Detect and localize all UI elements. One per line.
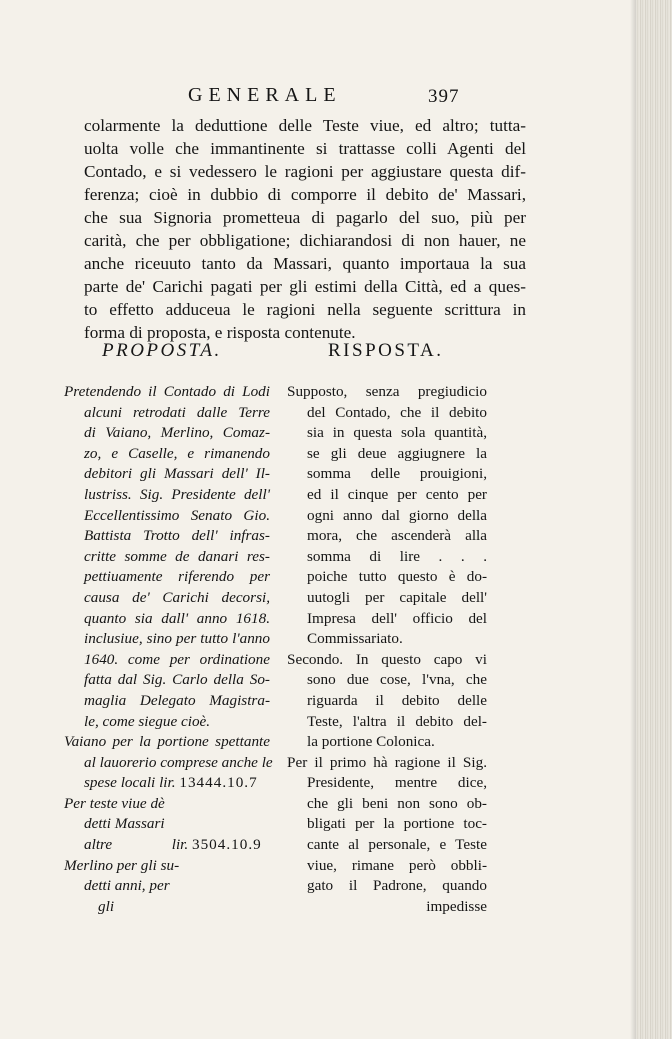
risposta-line: ed il cinque per cento per <box>307 485 487 503</box>
body-paragraph <box>84 114 526 344</box>
risposta-line: Impresa dell' officio del <box>307 609 487 627</box>
risposta-line: sia in questa sola quantità, <box>307 424 487 442</box>
risposta-line: che gli beni non sono ob- <box>307 794 487 812</box>
proposta-line: detti Massari <box>84 815 165 833</box>
risposta-line: Teste, l'altra il debito del- <box>307 712 487 730</box>
lir-label: lir. <box>159 774 176 792</box>
risposta-column <box>287 382 487 917</box>
proposta-line: quanto sia dall' anno 1618. <box>84 609 270 627</box>
proposta-line: alcuni retrodati dalle Terre <box>84 403 270 421</box>
risposta-heading: RISPOSTA. <box>328 340 444 361</box>
proposta-line: di Vaiano, Merlino, Comaz- <box>84 424 270 442</box>
body-line: to effetto adduceua le ragioni nella seguente scrittura in <box>84 300 526 319</box>
risposta-line: impedisse <box>426 897 487 915</box>
proposta-line: le, come siegue cioè. <box>84 712 211 730</box>
proposta-line: 1640. come per ordinatione <box>84 650 270 668</box>
risposta-line: Supposto, senza pregiudicio <box>287 383 487 400</box>
body-line: che sua Signoria prometteua di pagarlo del suo, più per <box>84 208 526 227</box>
proposta-line: Battista Trotto dell' infras- <box>84 527 270 545</box>
proposta-line: critte somme de danari res- <box>84 547 270 565</box>
risposta-line: mora, che ascenderà alla <box>307 527 487 545</box>
proposta-line: al lauorerio comprese anche le <box>84 753 273 771</box>
body-line: forma di proposta, e risposta contenute. <box>84 323 356 342</box>
running-title: GENERALE <box>188 84 342 106</box>
risposta-line: somma di lire . . . <box>307 547 487 565</box>
risposta-line: riguarda il debito delle <box>307 691 487 709</box>
body-line: anche riceuuto tanto da Massari, quanto importaua la sua <box>84 254 526 273</box>
risposta-line: bligati per la portione toc- <box>307 815 487 833</box>
risposta-line: ogni anno dal giorno della <box>307 506 487 524</box>
risposta-line: viue, rimane però obbli- <box>307 856 487 874</box>
proposta-line: inclusiue, sino per tutto l'anno <box>84 630 270 648</box>
amount-value: 3504.10.9 <box>191 836 262 854</box>
proposta-line: Merlino per gli su- <box>64 856 180 874</box>
risposta-line: somma delle prouigioni, <box>307 465 487 483</box>
proposta-column <box>64 382 273 917</box>
body-line: colarmente la deduttione delle Teste viue, ed altro; tutta- <box>84 116 526 135</box>
proposta-line: zo, e Caselle, e rimanendo <box>84 444 270 462</box>
lir-label: lir. <box>171 836 189 854</box>
proposta-line: gli <box>98 897 115 915</box>
body-line: carità, che per obbligatione; dichiarandosi di non hauer, ne <box>84 231 526 250</box>
page-number: 397 <box>428 86 460 107</box>
proposta-line: fatta dal Sig. Carlo della So- <box>84 671 270 689</box>
proposta-line: detti anni, per <box>84 877 170 895</box>
proposta-line: pettiuamente riferendo per <box>84 568 270 586</box>
body-line: Contado, e si vedessero le ragioni per aggiustare questa dif- <box>84 162 526 181</box>
proposta-line: maglia Delegato Magistra- <box>84 691 270 709</box>
proposta-line: Per teste viue dè <box>64 794 165 812</box>
body-line: uolta volle che immantinente si trattasse colli Agenti del <box>84 139 526 158</box>
risposta-line: Commissariato. <box>307 630 403 648</box>
risposta-line: Secondo. In questo capo vi <box>287 650 487 668</box>
proposta-line: Pretendendo il Contado di Lodi <box>64 383 270 400</box>
proposta-line: spese locali <box>84 774 156 792</box>
amount-value: 13444.10.7 <box>179 774 258 792</box>
risposta-line: la portione Colonica. <box>307 733 435 751</box>
proposta-line-amount <box>64 773 270 794</box>
risposta-line: sono due cose, l'vna, che <box>307 671 487 689</box>
body-line: parte de' Carichi pagati per gli estimi della Città, ed a ques- <box>84 277 526 296</box>
risposta-line: Per il primo hà ragione il Sig. <box>287 753 487 771</box>
risposta-line: poiche tutto questo è do- <box>307 568 487 586</box>
page-edges <box>636 0 672 1039</box>
risposta-line: Presidente, mentre dice, <box>307 774 487 792</box>
risposta-line: gato il Padrone, quando <box>307 877 487 895</box>
risposta-line: cante al personale, e Teste <box>307 836 487 854</box>
risposta-line: uutogli per capitale dell' <box>307 588 487 606</box>
risposta-line: del Contado, che il debito <box>307 403 487 421</box>
risposta-line: se gli deue aggiugnere la <box>307 444 487 462</box>
proposta-heading: PROPOSTA. <box>102 340 222 361</box>
proposta-line: altre <box>84 836 113 854</box>
proposta-line: lustriss. Sig. Presidente dell' <box>84 485 270 503</box>
body-line: ferenza; cioè in dubbio di comporre il debito de' Massari, <box>84 185 526 204</box>
proposta-line: Vaiano per la portione spettante <box>64 733 270 751</box>
proposta-line: Eccellentissimo Senato Gio. <box>84 506 270 524</box>
proposta-line-amount <box>64 835 270 856</box>
proposta-line: debitori gli Massari dell' Il- <box>84 465 270 483</box>
proposta-line: causa de' Carichi decorsi, <box>84 588 270 606</box>
